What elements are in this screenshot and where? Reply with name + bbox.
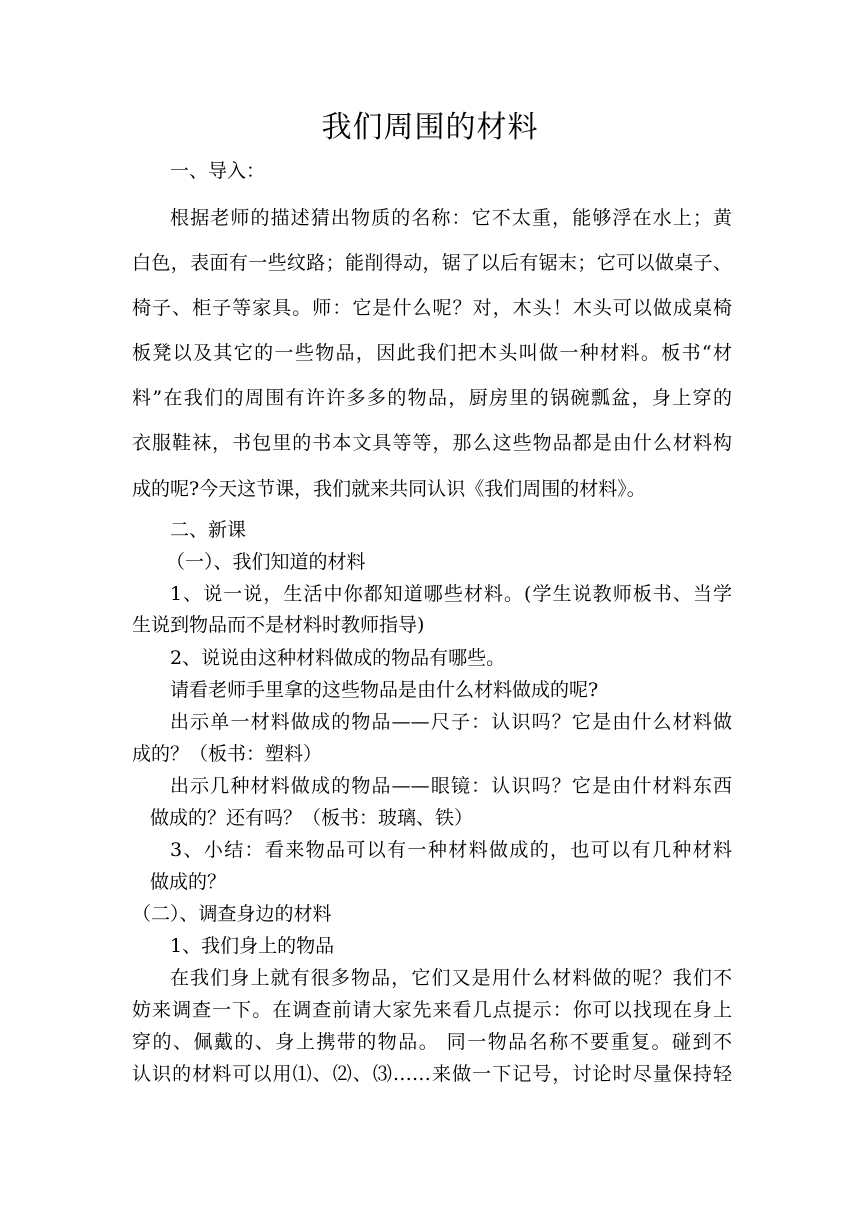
paragraph-line: 妨来调查一下。在调查前请大家先来看几点提示：你可以找现在身上	[132, 999, 732, 1021]
paragraph-line: 衣服鞋袜，书包里的书本文具等等，那么这些物品都是由什么材料构	[132, 432, 732, 454]
section-heading-new-lesson: 二、新课	[170, 519, 247, 541]
paragraph-line: 白色，表面有一些纹路；能削得动，锯了以后有锯末；它可以做桌子、	[132, 252, 732, 274]
paragraph-line: 出示几种材料做成的物品——眼镜：认识吗？它是由什材料东西	[170, 775, 732, 797]
paragraph-line: 1、说一说，生活中你都知道哪些材料。(学生说教师板书、当学	[170, 583, 732, 605]
paragraph-line: 2、说说由这种材料做成的物品有哪些。	[170, 647, 506, 669]
paragraph-line: 做成的？还有吗？（板书：玻璃、铁）	[150, 807, 474, 829]
paragraph-line: 认识的材料可以用⑴、⑵、⑶……来做一下记号，讨论时尽量保持轻	[132, 1063, 732, 1085]
paragraph-line: 出示单一材料做成的物品——尺子：认识吗？它是由什么材料做	[170, 711, 732, 733]
paragraph-line: 根据老师的描述猜出物质的名称：它不太重，能够浮在水上；黄	[170, 207, 732, 229]
paragraph-line: 在我们身上就有很多物品，它们又是用什么材料做的呢？我们不	[170, 967, 732, 989]
paragraph-line: 生说到物品而不是材料时教师指导)	[132, 614, 425, 636]
paragraph-line: 做成的？	[150, 871, 227, 893]
paragraph-line: 板凳以及其它的一些物品，因此我们把木头叫做一种材料。板书“材	[132, 342, 732, 364]
paragraph-line: 成的？（板书：塑料）	[132, 743, 323, 765]
document-title: 我们周围的材料	[321, 110, 539, 145]
subsection-heading: （二）、调查身边的材料	[132, 903, 332, 925]
paragraph-line: 请看老师手里拿的这些物品是由什么材料做成的呢?	[170, 679, 599, 701]
subsection-heading: （一）、我们知道的材料	[166, 551, 366, 573]
paragraph-line: 3、小结：看来物品可以有一种材料做成的，也可以有几种材料	[170, 839, 732, 861]
paragraph-line: 料”在我们的周围有许许多多的物品，厨房里的锅碗瓢盆，身上穿的	[132, 387, 732, 409]
section-heading-intro: 一、导入：	[170, 160, 266, 182]
paragraph-line: 椅子、柜子等家具。师：它是什么呢？对，木头！木头可以做成桌椅	[132, 297, 732, 319]
paragraph-line: 1、我们身上的物品	[170, 935, 335, 957]
paragraph-line: 穿的、佩戴的、身上携带的物品。 同一物品名称不要重复。碰到不	[132, 1031, 732, 1053]
paragraph-line: 成的呢?今天这节课，我们就来共同认识《我们周围的材料》。	[132, 478, 646, 500]
